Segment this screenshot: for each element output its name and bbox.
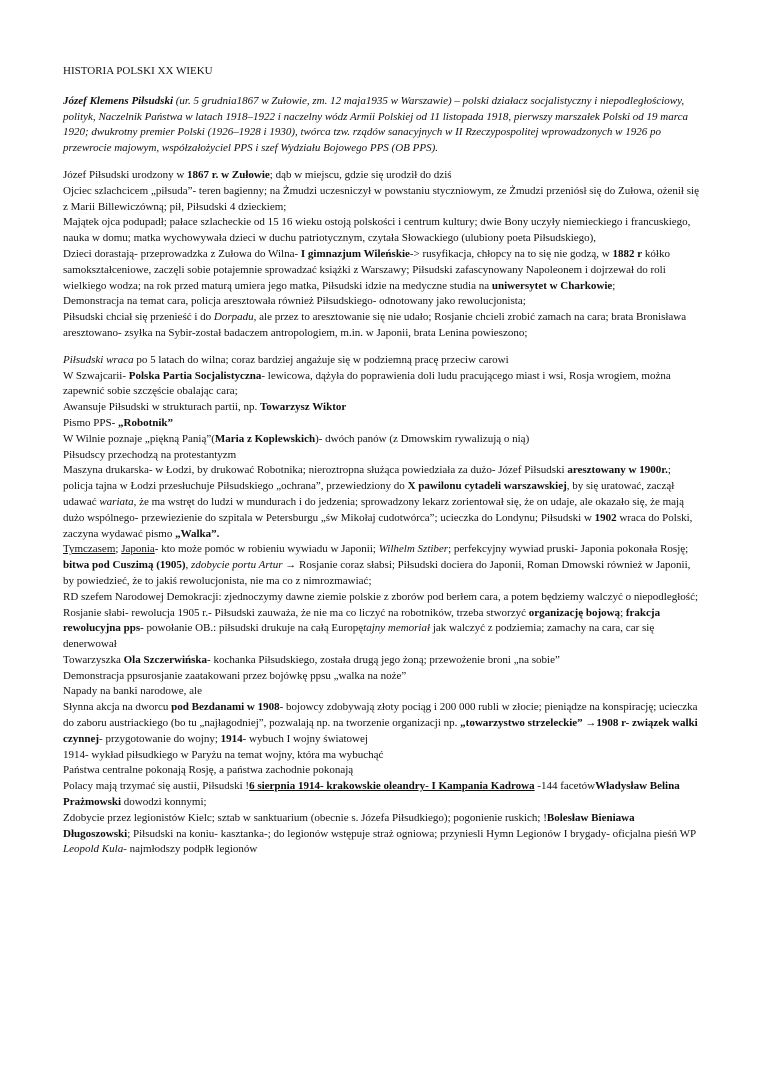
text-run: „towarzystwo strzeleckie” <box>460 717 583 730</box>
text-run: kółko samokształceniowe, zaczęli sobie potajemnie sprowadzać książki z Warszawy; Piłsudski zafascynowany Napoleonem i dojrzewał do roli wielkiego wodza; na rok przed maturą umiera jego matka, Piłsudski idzie na medyczne studia na <box>63 247 670 292</box>
text-run: w latach 1918–1922 i <box>182 110 284 123</box>
paragraph <box>63 700 700 747</box>
text-run: 1867 r. w Zułowie <box>187 168 270 181</box>
text-run: tajny memoriał <box>363 622 431 635</box>
text-run: współzałożyciel PPS i szef Wydziału Bojowego PPS (OB PPS). <box>161 142 438 155</box>
text-run: Rosjanie słabi- rewolucja 1905 r.- Piłsudski zauważa, że nie ma co liczyć na robotników, trzeba stworzyć <box>63 606 529 619</box>
paragraph <box>63 684 700 700</box>
text-run: aresztowany w 1900r. <box>567 464 668 477</box>
text-run: W Szwajcarii- <box>63 369 129 382</box>
text-run: , ale przez to aresztowanie się nie udało; Rosjanie chcieli zrobić zamach na cara; brata Bronisława aresztowano- zsyłka na Sybir-został badaczem antropologiem, m.in. w Japonii, brata Lenina powieszono; <box>63 311 687 339</box>
text-run: Zdobycie przez legionistów Kielc; sztab w sanktuarium (obecnie s. Józefa Piłsudkiego); pogonienie ruskich; ! <box>63 811 547 824</box>
paragraph <box>63 669 700 685</box>
text-run: socjalistyczny i niepodległościowy, polityk, <box>63 94 685 123</box>
document-body <box>63 168 700 858</box>
text-run: twórca tzw. rządów sanacyjnych <box>300 126 443 139</box>
text-run: marszałek Polski <box>555 110 631 123</box>
paragraph <box>63 294 700 310</box>
text-run: - kochanka Piłsudskiego, została drugą jego żoną; przewożenie broni „na sobie” <box>207 653 560 666</box>
paragraph <box>63 215 700 247</box>
text-run: Towarzysz Wiktor <box>259 401 347 414</box>
text-run: ; <box>667 464 671 477</box>
text-run: wraca do Polski, zaczyna wydawać pismo <box>63 511 693 540</box>
text-run: „Walka”. <box>175 527 220 540</box>
text-run: bitwa pod Cuszimą (1905) <box>63 559 186 572</box>
text-run: 1882 r <box>612 247 643 260</box>
text-run: ; <box>612 279 616 292</box>
text-run: → Rosjanie coraz słabsi; Piłsudski dociera do Japonii, Roman Dmowski również w Japonii, by powiedzieć, że to jakiś rewolucjonista, nie ma co z nimrozmawiać; <box>63 559 691 587</box>
text-run: Polska Partia Socjalistyczna <box>128 369 262 382</box>
text-run: uniwersytet w Charkowie <box>491 279 613 292</box>
text-run: -> rusyfikacja, chłopcy na to się nie godzą, w <box>409 247 613 260</box>
text-run: -144 facetów <box>534 780 596 793</box>
text-run: Piłsudski chciał się przenieść i do <box>63 311 214 324</box>
section <box>63 168 700 342</box>
text-run: X pawilonu cytadeli warszawskiej <box>407 480 567 493</box>
paragraph <box>63 184 700 216</box>
text-run: Ola Szczerwińska <box>123 653 208 666</box>
text-run: Józef Piłsudski urodzony w <box>63 168 188 181</box>
paragraph <box>63 369 700 401</box>
text-run: Pismo PPS- <box>63 416 119 429</box>
paragraph <box>63 811 700 843</box>
paragraph <box>63 590 700 606</box>
document-title: HISTORIA POLSKI XX WIEKU <box>63 65 213 77</box>
text-run: Naczelnik Państwa <box>98 110 183 123</box>
text-run: - kto może pomóc w robieniu wywiadu w Japonii; <box>154 543 379 556</box>
text-run: , <box>185 559 192 572</box>
text-run: Dzieci dorastają- przeprowadzka z Zułowa do Wilna- <box>63 247 301 260</box>
text-run: Bolesław Bieniawa Długoszowski <box>63 811 635 840</box>
text-run: Maszyna drukarska- w Łodzi, by drukować Robotnika; nieroztropna służąca powiedziała za dużo- Józef Piłsudski <box>63 464 568 477</box>
paragraph <box>63 479 700 542</box>
text-run: Wilhelm Sztiber <box>378 543 449 556</box>
text-run: Dorpadu <box>213 311 254 324</box>
text-run: Tymczasem <box>63 543 116 556</box>
text-run: od 19 marca 1920; dwukrotny premier Polski (1926–1928 i 1930), <box>63 110 688 139</box>
text-run: )- dwóch panów (z Dmowskim rywalizują o nią) <box>315 432 530 445</box>
text-run: działacz <box>491 94 528 107</box>
paragraph <box>63 168 700 184</box>
paragraph <box>63 653 700 669</box>
text-run: W Wilnie poznaje „piękną Panią”( <box>63 432 215 445</box>
text-run: Józef Klemens Piłsudski <box>63 94 174 107</box>
text-run: ; <box>115 543 122 556</box>
paragraph <box>63 400 700 416</box>
lead-paragraph <box>63 94 700 157</box>
text-run: Demonstracja ppsurosjanie zaatakowani przez bojówkę ppsu „walka na noże” <box>63 669 407 682</box>
paragraph <box>63 432 700 448</box>
paragraph <box>63 763 700 779</box>
section <box>63 353 700 859</box>
text-run: , że ma wstręt do ludzi w mundurach i do jedzenia; sprowadzony lekarz zorientował się, że on udaje, ale okazało się, że mają dużo wspólnego- przewiezienie do szpitala w Petersburgu „św Mikołaj cudotwórca”; ucieczka do Londynu; Piłsudski w <box>63 495 684 524</box>
text-run: pod Bezdanami w 1908 <box>171 701 280 714</box>
text-run: wariata <box>99 495 134 508</box>
text-run: - powołanie OB.: piłsudski drukuje na całą Europę <box>140 622 364 635</box>
text-run: 1914- wykład piłsudkiego w Paryżu na temat wojny, która ma wybuchąć <box>63 748 384 761</box>
text-run: ; Piłsudski na koniu- kasztanka-; do legionów wstępuje straż ogniowa; przyniesli Hymn Legionów I brygady- oficjalna pieśń WP <box>127 827 697 840</box>
text-run: Majątek ojca podupadł; pałace szlacheckie od 15 16 wieku ostoją polskości i centrum kultury; dwie Bony uczyły niemieckiego i francuskiego, nauka w domu; matka wychowywała dzieci w duchu patriotycznym, czytała Słowackiego (ulubiony poeta Piłsudskiego), <box>63 216 691 245</box>
paragraph <box>63 748 700 764</box>
text-run: Awansuje Piłsudski w strukturach partii, np. <box>63 401 260 414</box>
paragraph <box>63 542 700 589</box>
paragraph <box>63 779 700 811</box>
paragraph <box>63 353 700 369</box>
text-run: Piłsudski wraca <box>63 353 134 366</box>
paragraph <box>63 463 700 479</box>
text-run: 1914 <box>220 732 243 745</box>
text-run: Polacy mają trzymać się austii, Piłsudski ! <box>63 780 250 793</box>
paragraph <box>63 310 700 342</box>
text-run: ; <box>620 606 626 619</box>
text-run: po 5 latach do wilna; coraz bardziej angażuje się w podziemną pracę przeciw carowi <box>133 353 509 366</box>
text-run: Napady na banki narodowe, ale <box>63 685 202 698</box>
text-run: I gimnazjum Wileńskie <box>300 247 410 260</box>
paragraph <box>63 247 700 294</box>
text-run: ; perfekcyjny wywiad pruski- Japonia pokonała Rosję; <box>448 543 689 556</box>
text-run: - przygotowanie do wojny; <box>99 732 221 745</box>
text-run: Japonia <box>121 543 155 556</box>
text-run: Towarzyszka <box>63 653 124 666</box>
paragraph <box>63 416 700 432</box>
text-run: organizację bojową <box>528 606 621 619</box>
text-run: od 11 listopada 1918, pierwszy <box>413 110 556 123</box>
text-run: Władysław Belina Prażmowski <box>63 780 680 809</box>
text-run: zdobycie portu Artur <box>191 559 283 572</box>
text-run: frakcja rewolucyjna pps <box>63 606 661 635</box>
text-run: - lewicowa, dążyła do poprawienia doli ludu pracującego miast i wsi, Rosja wrogiem, można zapewnić sobie szczęście obalając cara; <box>63 369 671 398</box>
text-run: Państwa centralne pokonają Rosję, a państwa zachodnie pokonają <box>63 764 354 777</box>
text-run: „Robotnik” <box>118 416 174 429</box>
text-run: policja tajna w Łodzi przesłuchuje Piłsudskiego „ochrana”, przewiedziony do <box>63 480 408 493</box>
text-run: , by się uratować, zaczął udawać <box>63 480 675 508</box>
text-run: 6 sierpnia 1914- krakowskie oleandry- I Kampania Kadrowa <box>249 780 535 793</box>
text-run: ; dąb w miejscu, gdzie się urodził do dziś <box>269 168 452 181</box>
text-run: - bojowcy zdobywają złoty pociąg i 200 000 rubli w złocie; pieniądze na konspirację; ucieczka do zaboru austriackiego (bo tu „najłagodniej”, pozwalają np. na tworzenie organizacji np. <box>63 701 698 730</box>
text-run: Ojciec szlachcicem „piłsuda”- teren bagienny; na Żmudzi uczesniczył w powstaniu styczniowym, ze Żmudzi przeniósł się do Zułowa, ożenił się z Marii Billewiczówną; pił, Piłsudski 4 dzieckiem; <box>63 184 699 213</box>
paragraph <box>63 842 700 858</box>
text-run: Demonstracja na temat cara, policja aresztowała również Piłsudskiego- odnotowany jako rewolucjonista; <box>63 295 526 308</box>
text-run: → <box>582 717 597 730</box>
paragraph <box>63 606 700 653</box>
text-run: 1908 r- związek walki czynnej <box>63 717 698 745</box>
text-run: - wybuch I wojny światowej <box>242 732 368 745</box>
text-run: (ur. 5 grudnia1867 w Zułowie, zm. 12 maja1935 w Warszawie) – polski <box>173 94 492 107</box>
text-run: 1902 <box>594 511 617 524</box>
text-run: naczelny wódz Armii Polskiej <box>283 110 414 123</box>
text-run: jak walczyć z podziemia; zamachy na cara, car się denerwował <box>63 622 655 651</box>
text-run: dowodzi konnymi; <box>121 796 207 809</box>
text-run: w II Rzeczypospolitej wprowadzonych w 1926 po przewrocie majowym, <box>63 126 661 155</box>
paragraph <box>63 448 700 464</box>
text-run: - najmłodszy podpłk legionów <box>123 843 258 856</box>
text-run: Słynna akcja na dworcu <box>63 701 172 714</box>
text-run: RD szefem Narodowej Demokracji: zjednoczymy dawne ziemie polskie z zborów pod berłem cara, a potem będziemy walczyć o niepodległość; <box>63 590 699 603</box>
text-run: Piłsudscy przechodzą na protestantyzm <box>63 448 237 461</box>
text-run: Maria z Koplewskich <box>214 432 316 445</box>
text-run: Leopold Kula <box>63 843 124 856</box>
